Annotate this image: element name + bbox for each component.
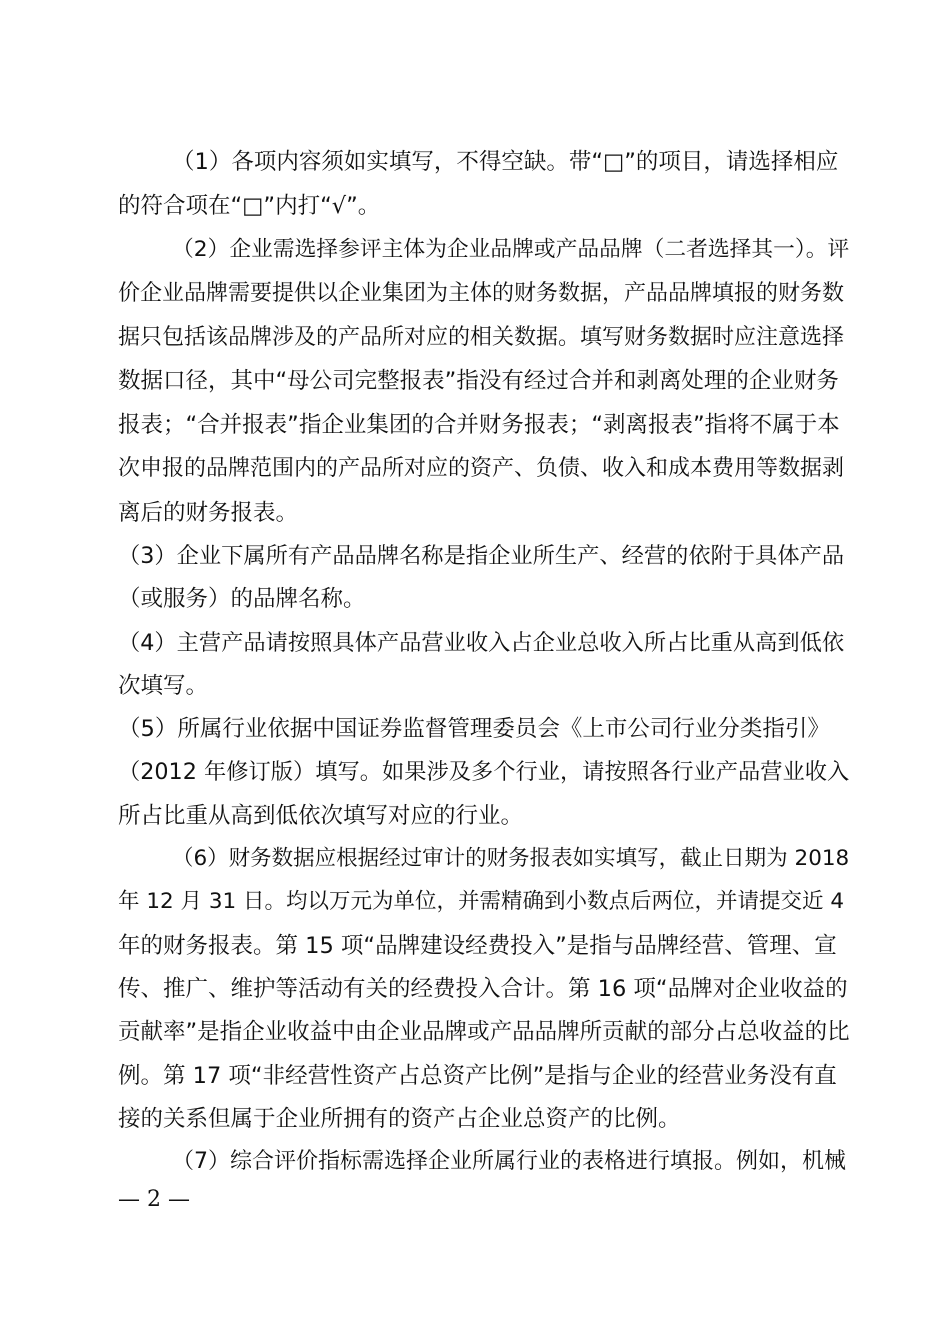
paragraph-line: 的符合项在“□”内打“√”。 bbox=[118, 193, 381, 219]
paragraph-line: 报表；“合并报表”指企业集团的合并财务报表；“剥离报表”指将不属于本 bbox=[118, 412, 840, 438]
paragraph-line: 价企业品牌需要提供以企业集团为主体的财务数据，产品品牌填报的财务数 bbox=[118, 281, 845, 306]
paragraph-line: 年的财务报表。第 15 项“品牌建设经费投入”是指与品牌经营、管理、宣 bbox=[118, 933, 837, 959]
paragraph-line: （1）各项内容须如实填写，不得空缺。带“□”的项目，请选择相应 bbox=[172, 149, 839, 175]
paragraph-line: 年 12 月 31 日。均以万元为单位，并需精确到小数点后两位，并请提交近 4 bbox=[118, 889, 845, 914]
paragraph-line: 所占比重从高到低依次填写对应的行业。 bbox=[118, 803, 524, 829]
paragraph-line: 数据口径，其中“母公司完整报表”指没有经过合并和剥离处理的企业财务 bbox=[118, 368, 839, 394]
paragraph-line: 据只包括该品牌涉及的产品所对应的相关数据。填写财务数据时应注意选择 bbox=[118, 325, 845, 350]
paragraph-line: 次填写。 bbox=[118, 673, 209, 699]
paragraph-line: （5）所属行业依据中国证券监督管理委员会《上市公司行业分类指引》 bbox=[118, 716, 830, 742]
paragraph-line: （7）综合评价指标需选择企业所属行业的表格进行填报。例如，机械 bbox=[172, 1149, 846, 1174]
paragraph-line: 接的关系但属于企业所拥有的资产占企业总资产的比例。 bbox=[118, 1106, 681, 1132]
paragraph-line: 传、推广、维护等活动有关的经费投入合计。第 16 项“品牌对企业收益的 bbox=[118, 976, 848, 1002]
page-number: — 2 — bbox=[118, 1187, 190, 1212]
paragraph-line: 次申报的品牌范围内的产品所对应的资产、负债、收入和成本费用等数据剥 bbox=[118, 456, 845, 481]
paragraph-line: （6）财务数据应根据经过审计的财务报表如实填写，截止日期为 2018 bbox=[172, 846, 850, 871]
paragraph-line: （或服务）的品牌名称。 bbox=[118, 586, 366, 612]
paragraph-line: （2012 年修订版）填写。如果涉及多个行业，请按照各行业产品营业收入 bbox=[118, 759, 850, 785]
paragraph-line: （4）主营产品请按照具体产品营业收入占企业总收入所占比重从高到低依 bbox=[118, 630, 845, 656]
paragraph-line: （3）企业下属所有产品品牌名称是指企业所生产、经营的依附于具体产品 bbox=[118, 543, 845, 569]
paragraph-line: 离后的财务报表。 bbox=[118, 500, 299, 526]
paragraph-line: 例。第 17 项“非经营性资产占总资产比例”是指与企业的经营业务没有直 bbox=[118, 1063, 837, 1089]
paragraph-line: （2）企业需选择参评主体为企业品牌或产品品牌（二者选择其一）。评 bbox=[172, 237, 850, 262]
paragraph-line: 贡献率”是指企业收益中由企业品牌或产品品牌所贡献的部分占总收益的比 bbox=[118, 1019, 850, 1045]
